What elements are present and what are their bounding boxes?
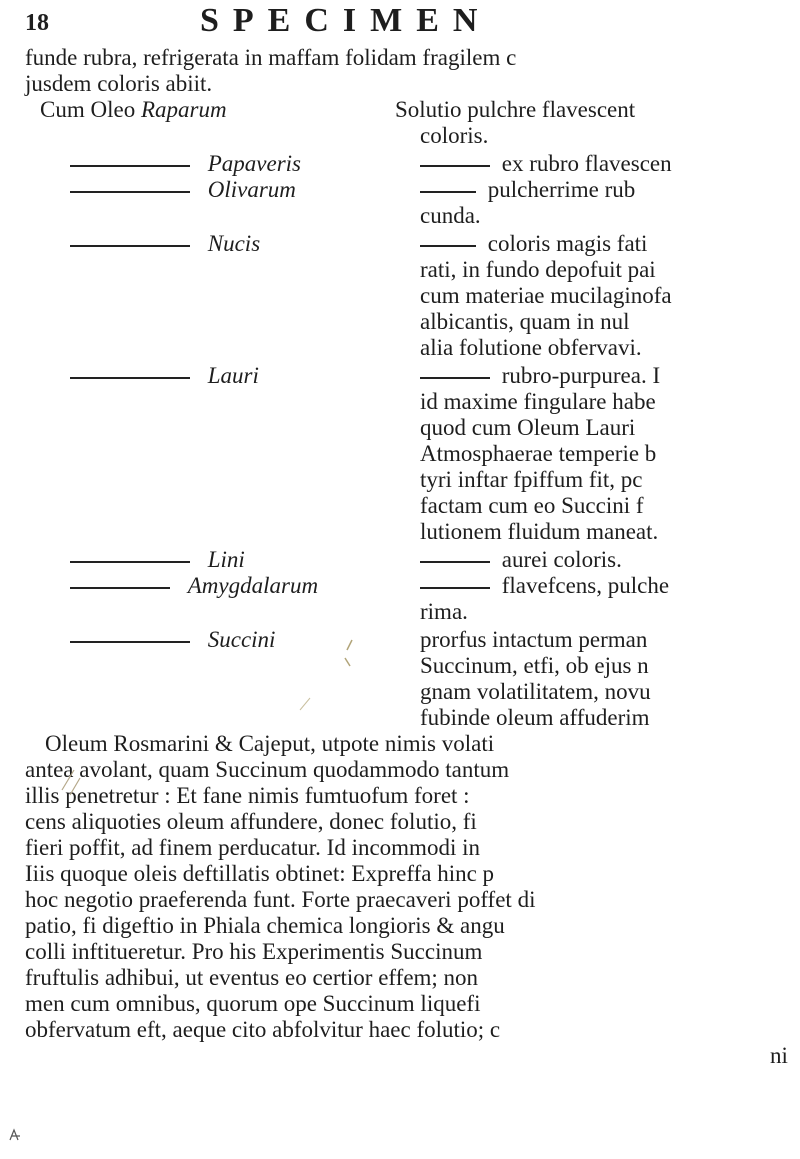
first-row-oil: Raparum bbox=[140, 97, 227, 122]
entry-result-line: lutionem fluidum maneat. bbox=[420, 519, 659, 544]
entry-oil: Lauri bbox=[207, 363, 259, 388]
intro-line-2: jusdem coloris abiit. bbox=[25, 71, 213, 96]
result-text: flavefcens, pulche bbox=[501, 573, 670, 598]
result-text: rubro-purpurea. I bbox=[501, 363, 661, 388]
paragraph-line: fieri poffit, ad finem perducatur. Id incommodi in bbox=[25, 835, 480, 860]
paragraph-line: ni bbox=[770, 1043, 788, 1068]
paragraph-line: illis penetretur : Et fane nimis fumtuofum foret : bbox=[25, 783, 470, 808]
paragraph-line: fruftulis adhibui, ut eventus eo certior effem; non bbox=[25, 965, 479, 990]
entry-result-line: cum materiae mucilaginofa bbox=[420, 283, 672, 308]
paragraph-line: colli inftitueretur. Pro his Experimentis Succinum bbox=[25, 939, 483, 964]
result-text: aurei coloris. bbox=[501, 547, 622, 572]
paragraph-line: men cum omnibus, quorum ope Succinum liquefi bbox=[25, 991, 481, 1016]
stray-mark bbox=[345, 640, 352, 666]
paragraph-line: hoc negotio praeferenda funt. Forte praecaveri poffet di bbox=[25, 887, 536, 912]
entry-result-succini: prorfus intactum perman bbox=[420, 627, 648, 652]
entry-oil: Succini bbox=[207, 627, 276, 652]
entry-oil: Amygdalarum bbox=[187, 573, 319, 598]
first-row-prefix: Cum Oleo bbox=[40, 97, 136, 122]
entry-result-line: rima. bbox=[420, 599, 468, 624]
result-text: pulcherrime rub bbox=[487, 177, 636, 202]
result-text: coloris magis fati bbox=[487, 231, 648, 256]
entry-oil: Nucis bbox=[207, 231, 261, 256]
result-text: ex rubro flavescen bbox=[501, 151, 672, 176]
entry-result-line: id maxime fingulare habe bbox=[420, 389, 656, 414]
stray-mark bbox=[62, 770, 80, 795]
paragraph-line: cens aliquoties oleum affundere, donec folutio, fi bbox=[25, 809, 477, 834]
entry-oil: Lini bbox=[207, 547, 245, 572]
stray-mark bbox=[300, 698, 310, 710]
entry-result-line: Atmosphaerae temperie b bbox=[420, 441, 657, 466]
entry-result-line: alia folutione obfervavi. bbox=[420, 335, 642, 360]
entry-result-line: rati, in fundo depofuit pai bbox=[420, 257, 656, 282]
running-title: SPECIMEN bbox=[200, 2, 492, 39]
page-number: 18 bbox=[25, 10, 49, 36]
entry-result-line: albicantis, quam in nul bbox=[420, 309, 630, 334]
paragraph-line: Iiis quoque oleis deftillatis obtinet: Expreffa hinc p bbox=[25, 861, 495, 886]
paragraph-line: patio, fi digeftio in Phiala chemica longioris & angu bbox=[25, 913, 505, 938]
entry-oil: Papaveris bbox=[207, 151, 302, 176]
paragraph-line: antea avolant, quam Succinum quodammodo tantum bbox=[25, 757, 510, 782]
paragraph-line: obfervatum eft, aeque cito abfolvitur haec folutio; c bbox=[25, 1017, 501, 1042]
entry-result-line: Succinum, etfi, ob ejus n bbox=[420, 653, 649, 678]
entry-result-olivarum-cont: cunda. bbox=[420, 203, 481, 228]
entry-result-line: factam cum eo Succini f bbox=[420, 493, 644, 518]
entry-result-line: fubinde oleum affuderim bbox=[420, 705, 650, 730]
entry-oil: Olivarum bbox=[207, 177, 296, 202]
stray-mark bbox=[10, 1130, 20, 1140]
entry-result-line: quod cum Oleum Lauri bbox=[420, 415, 636, 440]
entry-result-line: gnam volatilitatem, novu bbox=[420, 679, 651, 704]
entry-result-line: tyri inftar fpiffum fit, pc bbox=[420, 467, 643, 492]
intro-line-1: funde rubra, refrigerata in maffam folidam fragilem c bbox=[25, 45, 517, 70]
first-row-result-cont: coloris. bbox=[420, 123, 489, 148]
paragraph-line: Oleum Rosmarini & Cajeput, utpote nimis volati bbox=[45, 731, 495, 756]
first-row-result: Solutio pulchre flavescent bbox=[395, 97, 636, 122]
